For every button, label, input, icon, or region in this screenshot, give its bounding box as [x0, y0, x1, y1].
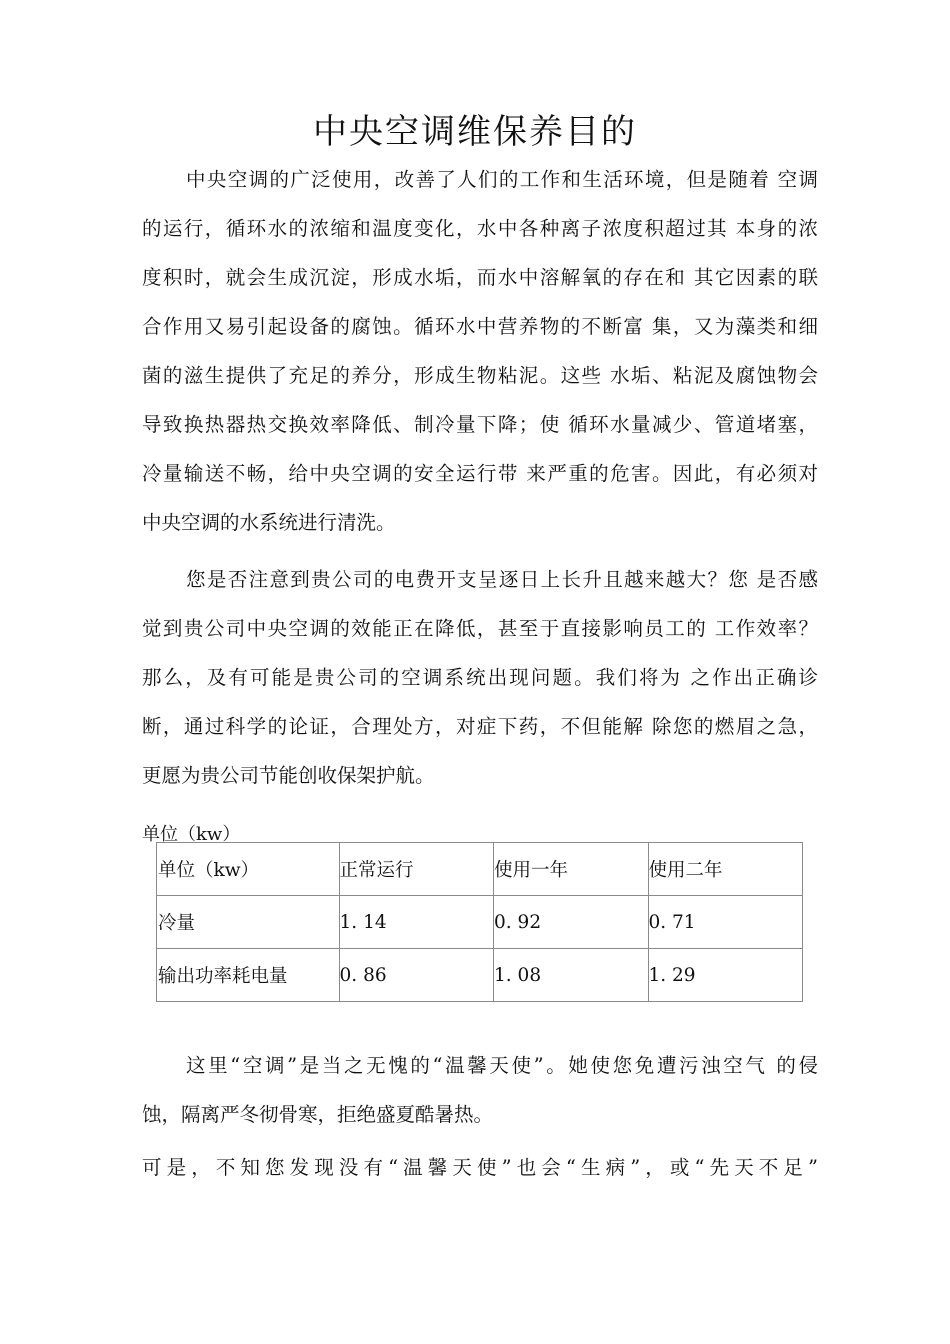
power-consumption-table [156, 842, 803, 1002]
table-header-cell: 使用一年 [494, 843, 648, 896]
table-row [157, 949, 803, 1002]
paragraph-3 [142, 1041, 818, 1139]
table-cell: 0. 71 [648, 896, 803, 949]
table-cell: 输出功率耗电量 [157, 949, 340, 1002]
paragraph-2 [142, 555, 818, 800]
paragraph-line: 您是否注意到贵公司的电费开支呈逐日上长升且越来越大？您 是否感 [186, 568, 818, 591]
paragraph-line: 度积时，就会生成沉淀，形成水垢，而水中溶解氧的存在和 其它因素的联 [142, 266, 818, 289]
paragraph-line: 中央空调的广泛使用，改善了人们的工作和生活环境，但是随着 空调 [186, 168, 818, 191]
table-cell: 1. 14 [339, 896, 493, 949]
table-cell: 0. 86 [339, 949, 493, 1002]
table-unit-label: 单位（kw） [142, 824, 241, 845]
paragraph-line: 更愿为贵公司节能创收保架护航。 [142, 764, 435, 787]
paragraph-line: 可是，不知您发现没有“温馨天使”也会“生病”，或“先天不足” [142, 1156, 818, 1179]
paragraph-line: 中央空调的水系统进行清洗。 [142, 511, 396, 534]
paragraph-line: 蚀，隔离严冬彻骨寒，拒绝盛夏酷暑热。 [142, 1103, 494, 1126]
table-header-cell: 单位（kw） [157, 843, 340, 896]
paragraph-line: 冷量输送不畅，给中央空调的安全运行带 来严重的危害。因此，有必须对 [142, 462, 818, 485]
paragraph-line: 觉到贵公司中央空调的效能正在降低，甚至于直接影响员工的 工作效率？ [142, 617, 818, 640]
table-cell: 0. 92 [494, 896, 648, 949]
paragraph-line: 那么，及有可能是贵公司的空调系统出现问题。我们将为 之作出正确诊 [142, 666, 818, 689]
paragraph-line: 的运行，循环水的浓缩和温度变化，水中各种离子浓度积超过其 本身的浓 [142, 217, 818, 240]
paragraph-1 [142, 155, 818, 547]
paragraph-line: 断，通过科学的论证，合理处方，对症下药，不但能解 除您的燃眉之急， [142, 715, 818, 738]
table-header-cell: 正常运行 [339, 843, 493, 896]
table-cell: 1. 29 [648, 949, 803, 1002]
paragraph-line: 导致换热器热交换效率降低、制冷量下降；使 循环水量减少、管道堵塞， [142, 413, 818, 436]
table-header-cell: 使用二年 [648, 843, 803, 896]
paragraph-4 [142, 1143, 818, 1192]
table-header-row [157, 843, 803, 896]
table-row [157, 896, 803, 949]
table-cell: 冷量 [157, 896, 340, 949]
paragraph-line: 菌的滋生提供了充足的养分，形成生物粘泥。这些 水垢、粘泥及腐蚀物会 [142, 364, 818, 387]
paragraph-line: 这里“空调”是当之无愧的“温馨天使”。她使您免遭污浊空气 的侵 [186, 1054, 818, 1077]
paragraph-line: 合作用又易引起设备的腐蚀。循环水中营养物的不断富 集，又为藻类和细 [142, 315, 818, 338]
table-cell: 1. 08 [494, 949, 648, 1002]
document-title: 中央空调维保养目的 [313, 112, 637, 152]
